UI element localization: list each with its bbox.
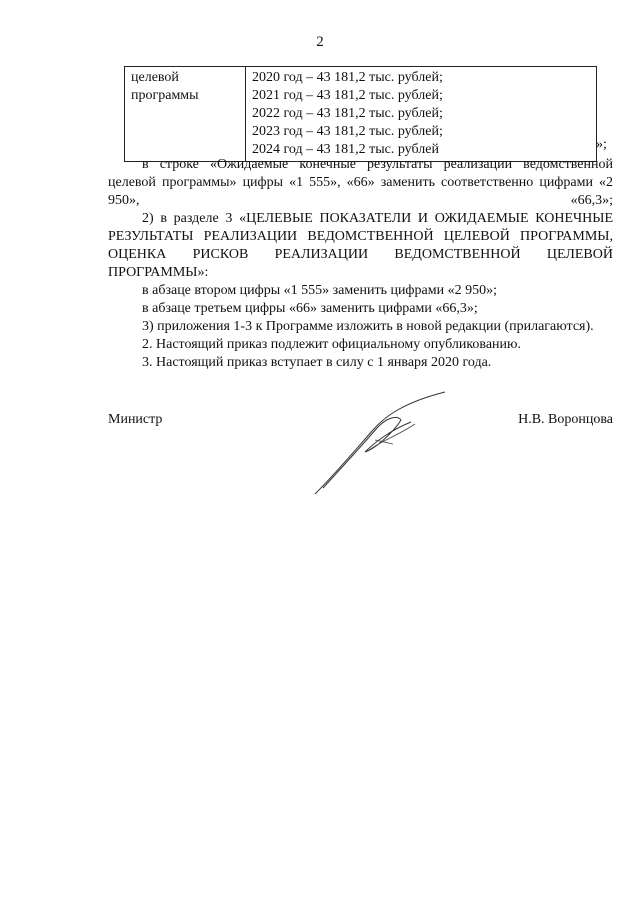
table-value-cell: [246, 67, 597, 162]
signatory-position: Министр: [108, 412, 163, 427]
paragraph-effective-date: 3. Настоящий приказ вступает в силу с 1 января 2020 года.: [142, 355, 492, 370]
label-line: целевой: [131, 70, 179, 85]
funding-line-2021: 2021 год – 43 181,2 тыс. рублей;: [252, 88, 443, 103]
signatory-name: Н.В. Воронцова: [518, 412, 613, 427]
paragraph-appendices: 3) приложения 1-3 к Программе изложить в новой редакции (прилагаются).: [142, 319, 594, 334]
closing-quote: »;: [596, 137, 607, 152]
funding-line-2020: 2020 год – 43 181,2 тыс. рублей;: [252, 70, 443, 85]
table-label-cell: [125, 67, 246, 162]
funding-line-2024: 2024 год – 43 181,2 тыс. рублей: [252, 142, 439, 157]
funding-line-2022: 2022 год – 43 181,2 тыс. рублей;: [252, 106, 443, 121]
label-line: программы: [131, 88, 199, 103]
paragraph-second-abzac: в абзаце втором цифры «1 555» заменить цифрами «2 950»;: [142, 283, 497, 298]
paragraph-expected-results: в строке «Ожидаемые конечные результаты реализации ведомственной целевой программы» цифры «1 555», «66» заменить соответственно цифрами «2 950», «66,3»;: [108, 157, 613, 208]
program-table-continuation: [124, 66, 597, 162]
paragraph-third-abzac: в абзаце третьем цифры «66» заменить цифрами «66,3»;: [142, 301, 478, 316]
funding-line-2023: 2023 год – 43 181,2 тыс. рублей;: [252, 124, 443, 139]
document-body: [108, 156, 613, 372]
paragraph-section-3: 2) в разделе 3 «ЦЕЛЕВЫЕ ПОКАЗАТЕЛИ И ОЖИДАЕМЫЕ КОНЕЧНЫЕ РЕЗУЛЬТАТЫ РЕАЛИЗАЦИИ ВЕДОМСТВЕННОЙ ЦЕЛЕВОЙ ПРОГРАММЫ, ОЦЕНКА РИСКОВ РЕАЛИЗАЦИИ ВЕДОМСТВЕННОЙ ЦЕЛЕВОЙ ПРОГРАММЫ»:: [108, 211, 613, 280]
handwritten-signature: [305, 390, 455, 500]
page-number: 2: [316, 34, 324, 50]
paragraph-publication: 2. Настоящий приказ подлежит официальному опубликованию.: [142, 337, 521, 352]
table-row: [125, 67, 597, 162]
